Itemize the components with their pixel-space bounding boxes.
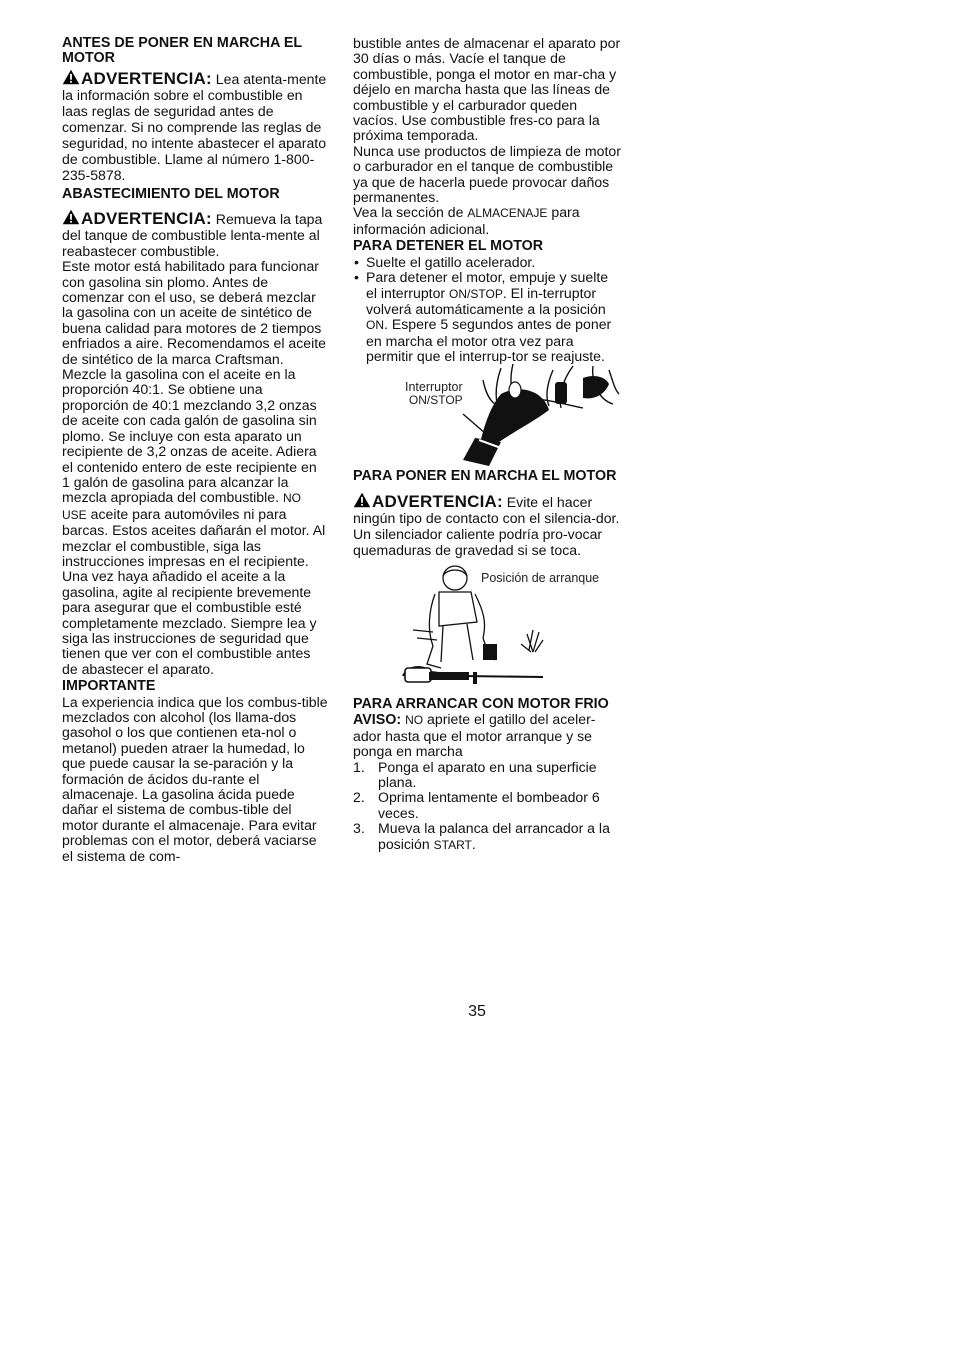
important-text: La experiencia indica que los combus-tible mezclados con alcohol (los llama-dos gasohol o los que contienen eta-nol o metanol) pueden atraer la humedad, lo que puede causar la se-paración y la formación de ácidos du-rante el almacenaje. La gasolina ácida puede dañar el sistema de combus-tible del motor durante el almacenaje. Para evitar problemas con el motor, deberá vaciarse el sistema de com- [62,693,328,864]
continued-text: bustible antes de almacenar el aparato por 30 días o más. Vacíe el tanque de combustible, ponga el motor en mar-cha y déjelo en marcha hasta que las líneas de combustible y el carburador queden vacíos. Use combustible fres-co para la próxima temporada. [353,35,621,144]
warning-2-text: Remueva la tapa del tanque de combustible lenta-mente al reabastecer combustible. [62,211,323,260]
warning-triangle-icon [62,209,80,225]
list-item [353,270,621,364]
stop-steps [353,255,621,365]
list-item: • Suelte el gatillo acelerador. [353,255,621,270]
step-number: 3. [353,820,365,837]
warning-triangle-icon [62,69,80,85]
warning-triangle-icon [353,492,371,508]
warning-3 [353,492,621,558]
heading-stop-engine: PARA DETENER EL MOTOR [353,238,544,255]
switch-illustration [423,360,623,470]
page-number: 35 [468,1003,486,1020]
fuel-text-a: Este motor está habilitado para funcionar con gasolina sin plomo. Antes de comenzar con el uso, se deberá mezclar la gasolina con un aceite de sintético de buena calidad para motores de 2 tiempos enfriados a aire. Recomendamos el aceite de sintético de la marca Craftsman. Mezcle la gasolina con el aceite en la proporción 40:1. Se obtiene una proporción de 40:1 mezclando 3,2 onzas de aceite con cada galón de gasolina sin plomo. Se incluye con esta aparato un recipiente de 3,2 onzas de aceite. Adiera el contenido entero de este recipiente en 1 galón de gasolina para alcanzar la mezcla apropiada del combustible. [62,258,327,506]
stop-text-c: . Espere 5 segundos antes de poner en marcha el motor otra vez para permitir que el interrup-tor se reajuste. [366,316,612,365]
switch-label-line1: Interruptor [405,379,463,394]
warning-2-title: ADVERTENCIA: [81,209,212,229]
switch-label-line2: ON/STOP [408,393,463,408]
storage-reference [353,205,621,237]
storage-ref-section: ALMACENAJE [467,206,548,221]
heading-start-engine: PARA PONER EN MARCHA EL MOTOR [353,467,617,484]
warning-2 [62,209,328,259]
starting-position-label: Posición de arranque [481,570,600,585]
fuel-no-use: NO USE [62,491,301,522]
aviso-paragraph [353,712,621,759]
step-number: 1. [353,758,365,775]
warning-1-title: ADVERTENCIA: [81,68,212,88]
storage-ref-a: Vea la sección de [353,204,464,221]
cold-start-steps [353,760,621,853]
stop-text-a: Para detener el motor, empuje y suelte el interruptor [366,269,609,301]
heading-cold-start: PARA ARRANCAR CON MOTOR FRIO [353,695,609,712]
stop-text-b: . El in-terruptor volverá automáticamente a la posición [366,284,606,317]
heading-important: IMPORTANTE [62,678,156,695]
warning-1-text: Lea atenta-mente la información sobre el combustible en laas reglas de seguridad antes de comenzar. Si no comprende las reglas de seguridad, no intente abastecer el aparato de combustible. Llame al número 1-800-235-5878. [62,70,327,183]
cleaning-warning: Nunca use productos de limpieza de motor o carburador en el tanque de combustible ya que de hacerla puede provocar daños permanentes. [353,142,621,206]
storage-ref-b: para información adicional. [353,204,580,237]
list-item [353,760,621,791]
heading-fuel: ABASTECIMIENTO DEL MOTOR [62,185,280,202]
right-column [353,36,621,853]
step-start: START [433,837,472,852]
aviso-no: NO [405,713,424,728]
step-text: Mueva la palanca del arrancador a la posición [378,820,610,852]
fuel-text-b: aceite para automóviles ni para barcas. Estos aceites dañarán el motor. Al mezclar el combustible, siga las instrucciones impresas en el recipiente. Una vez haya añadido el aceite a la gasolina, agite al recipiente brevemente para asegurar que el combustible esté completamente mezclado. Siempre lea y siga las instrucciones de seguridad que tienen que ver con el combustible antes de abastecer el aparato. [62,505,326,677]
switch-on-stop: ON/STOP [449,286,503,301]
warning-1 [62,69,328,183]
list-item [353,821,621,853]
aviso-text: apriete el gatillo del aceler-ador hasta que el motor arranque y se ponga en marcha [353,711,596,760]
step-text: Ponga el aparato en una superficie plana. [378,758,597,790]
fuel-paragraph [62,259,328,677]
step-text: Oprima lentamente el bombeador 6 veces. [378,789,600,821]
switch-on: ON [366,318,384,333]
starting-position-illustration [383,560,553,690]
warning-3-title: ADVERTENCIA: [372,491,503,511]
step-tail: . [471,835,476,852]
starting-position-figure [353,560,621,692]
heading-before-start: ANTES DE PONER EN MARCHA EL MOTOR [62,35,302,67]
warning-3-text: Evite el hacer ningún tipo de contacto con el silencia-dor. Un silenciador caliente podría pro-vocar quemaduras de gravedad si se toca. [353,493,620,558]
switch-figure [353,368,621,468]
left-column [62,36,328,864]
step-number: 2. [353,789,365,806]
list-item [353,790,621,821]
aviso-label: AVISO: [353,712,402,729]
